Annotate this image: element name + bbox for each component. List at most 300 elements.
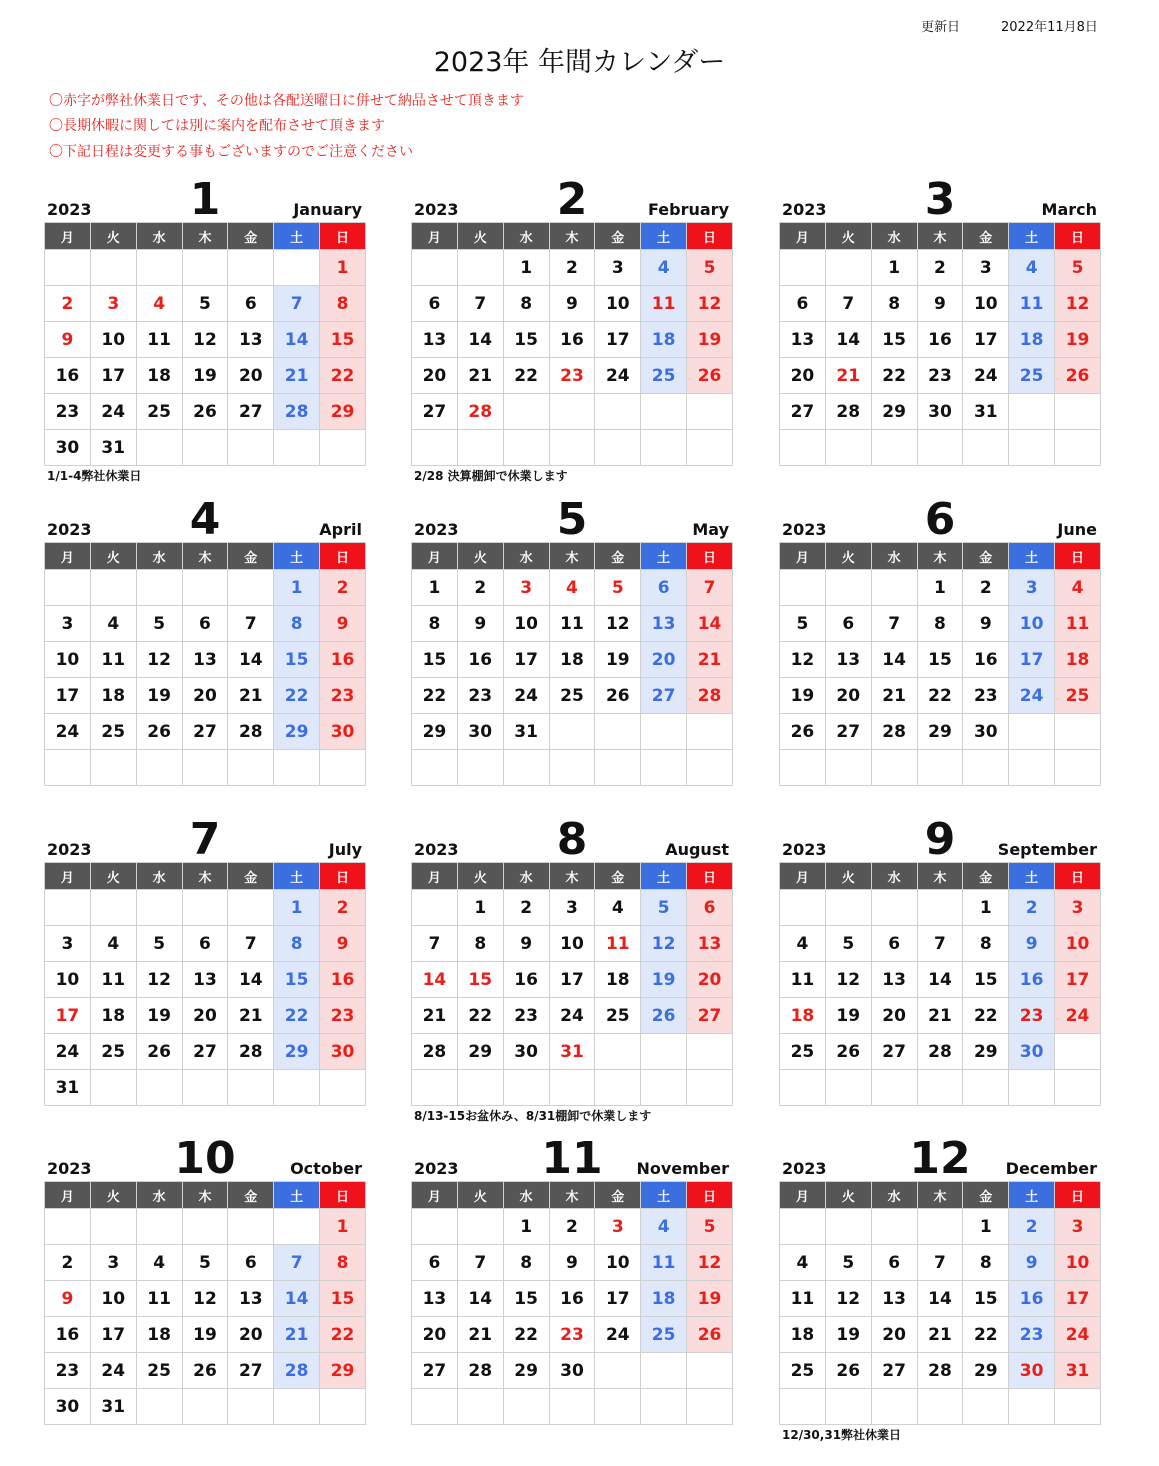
day-cell: 30 bbox=[320, 714, 366, 750]
page-title: 2023年 年間カレンダー bbox=[433, 47, 726, 78]
day-cell: 24 bbox=[549, 998, 595, 1034]
day-cell: 7 bbox=[457, 1245, 503, 1281]
weekday-header: 月 bbox=[45, 223, 91, 250]
month-year: 2023 bbox=[782, 840, 827, 859]
day-cell: 16 bbox=[457, 642, 503, 678]
day-cell: 30 bbox=[45, 430, 91, 466]
empty-cell bbox=[595, 714, 641, 750]
empty-cell bbox=[687, 430, 733, 466]
empty-cell bbox=[780, 1389, 826, 1425]
weekday-header: 月 bbox=[45, 543, 91, 570]
day-cell: 25 bbox=[90, 714, 136, 750]
month-october bbox=[44, 1129, 366, 1425]
day-cell: 13 bbox=[182, 962, 228, 998]
day-cell: 14 bbox=[687, 606, 733, 642]
day-cell: 12 bbox=[687, 1245, 733, 1281]
empty-cell bbox=[641, 430, 687, 466]
day-cell: 9 bbox=[1009, 926, 1055, 962]
day-cell: 22 bbox=[274, 998, 320, 1034]
empty-cell bbox=[825, 1389, 871, 1425]
day-cell: 16 bbox=[549, 1281, 595, 1317]
day-cell: 15 bbox=[274, 962, 320, 998]
month-note: 1/1-4弊社休業日 bbox=[47, 469, 142, 483]
day-cell: 15 bbox=[503, 1281, 549, 1317]
weekday-header: 火 bbox=[90, 1182, 136, 1209]
empty-cell bbox=[641, 1389, 687, 1425]
empty-cell bbox=[780, 570, 826, 606]
day-cell: 7 bbox=[412, 926, 458, 962]
empty-cell bbox=[228, 570, 274, 606]
empty-cell bbox=[1009, 394, 1055, 430]
month-header bbox=[411, 1129, 733, 1184]
month-number: 3 bbox=[924, 174, 956, 225]
day-cell: 2 bbox=[1009, 1209, 1055, 1245]
day-cell: 26 bbox=[780, 714, 826, 750]
weekday-header: 土 bbox=[274, 863, 320, 890]
weekday-header: 金 bbox=[595, 543, 641, 570]
day-cell: 27 bbox=[228, 394, 274, 430]
weekday-header: 土 bbox=[274, 1182, 320, 1209]
day-cell: 25 bbox=[641, 1317, 687, 1353]
day-cell: 1 bbox=[320, 1209, 366, 1245]
weekday-header: 日 bbox=[320, 543, 366, 570]
weekday-header: 火 bbox=[457, 223, 503, 250]
empty-cell bbox=[595, 1353, 641, 1389]
empty-cell bbox=[182, 750, 228, 786]
day-cell: 19 bbox=[136, 998, 182, 1034]
weekday-header: 土 bbox=[1009, 223, 1055, 250]
day-cell: 20 bbox=[228, 1317, 274, 1353]
day-cell: 31 bbox=[1055, 1353, 1101, 1389]
day-cell: 8 bbox=[503, 1245, 549, 1281]
empty-cell bbox=[549, 1070, 595, 1106]
day-cell: 22 bbox=[917, 678, 963, 714]
day-cell: 14 bbox=[412, 962, 458, 998]
day-cell: 3 bbox=[595, 250, 641, 286]
day-cell: 7 bbox=[274, 1245, 320, 1281]
empty-cell bbox=[182, 430, 228, 466]
day-cell: 26 bbox=[595, 678, 641, 714]
weekday-header: 日 bbox=[1055, 543, 1101, 570]
month-name: January bbox=[293, 200, 362, 219]
weekday-header: 日 bbox=[687, 863, 733, 890]
empty-cell bbox=[90, 250, 136, 286]
empty-cell bbox=[780, 890, 826, 926]
day-cell: 28 bbox=[412, 1034, 458, 1070]
month-number: 9 bbox=[924, 814, 956, 865]
weekday-header: 木 bbox=[549, 863, 595, 890]
month-year: 2023 bbox=[414, 520, 459, 539]
day-cell: 27 bbox=[641, 678, 687, 714]
empty-cell bbox=[412, 250, 458, 286]
day-cell: 21 bbox=[917, 1317, 963, 1353]
day-cell: 11 bbox=[136, 322, 182, 358]
weekday-header: 水 bbox=[136, 543, 182, 570]
day-cell: 18 bbox=[136, 1317, 182, 1353]
empty-cell bbox=[595, 1034, 641, 1070]
day-cell: 10 bbox=[45, 642, 91, 678]
empty-cell bbox=[780, 430, 826, 466]
day-cell: 6 bbox=[228, 286, 274, 322]
day-cell: 12 bbox=[1055, 286, 1101, 322]
month-number: 8 bbox=[556, 814, 588, 865]
weekday-header: 木 bbox=[917, 223, 963, 250]
day-cell: 18 bbox=[136, 358, 182, 394]
day-cell: 18 bbox=[595, 962, 641, 998]
day-cell: 17 bbox=[45, 678, 91, 714]
day-cell: 2 bbox=[917, 250, 963, 286]
empty-cell bbox=[825, 1070, 871, 1106]
weekday-header: 水 bbox=[136, 1182, 182, 1209]
empty-cell bbox=[457, 430, 503, 466]
weekday-header: 月 bbox=[45, 863, 91, 890]
month-year: 2023 bbox=[47, 200, 92, 219]
day-cell: 5 bbox=[595, 570, 641, 606]
day-cell: 1 bbox=[963, 1209, 1009, 1245]
day-cell: 30 bbox=[1009, 1353, 1055, 1389]
day-cell: 19 bbox=[687, 322, 733, 358]
empty-cell bbox=[687, 714, 733, 750]
day-cell: 21 bbox=[917, 998, 963, 1034]
day-cell: 10 bbox=[595, 286, 641, 322]
day-cell: 14 bbox=[228, 642, 274, 678]
day-cell: 29 bbox=[917, 714, 963, 750]
month-header bbox=[44, 170, 366, 225]
day-cell: 19 bbox=[182, 358, 228, 394]
day-cell: 15 bbox=[917, 642, 963, 678]
month-name: July bbox=[328, 840, 362, 859]
month-table bbox=[411, 222, 733, 466]
empty-cell bbox=[1009, 714, 1055, 750]
day-cell: 4 bbox=[1055, 570, 1101, 606]
empty-cell bbox=[412, 1209, 458, 1245]
day-cell: 2 bbox=[457, 570, 503, 606]
day-cell: 19 bbox=[687, 1281, 733, 1317]
day-cell: 26 bbox=[641, 998, 687, 1034]
day-cell: 29 bbox=[274, 1034, 320, 1070]
day-cell: 20 bbox=[871, 1317, 917, 1353]
month-name: April bbox=[319, 520, 362, 539]
empty-cell bbox=[1009, 1389, 1055, 1425]
day-cell: 26 bbox=[1055, 358, 1101, 394]
day-cell: 2 bbox=[963, 570, 1009, 606]
weekday-header: 土 bbox=[1009, 1182, 1055, 1209]
weekday-header: 土 bbox=[641, 543, 687, 570]
empty-cell bbox=[320, 1070, 366, 1106]
day-cell: 16 bbox=[1009, 962, 1055, 998]
empty-cell bbox=[228, 1209, 274, 1245]
day-cell: 8 bbox=[871, 286, 917, 322]
month-note: 12/30,31弊社休業日 bbox=[782, 1428, 902, 1442]
empty-cell bbox=[503, 750, 549, 786]
day-cell: 29 bbox=[320, 1353, 366, 1389]
day-cell: 28 bbox=[871, 714, 917, 750]
empty-cell bbox=[457, 1070, 503, 1106]
month-table bbox=[779, 862, 1101, 1106]
month-july bbox=[44, 810, 366, 1106]
day-cell: 25 bbox=[136, 1353, 182, 1389]
day-cell: 13 bbox=[687, 926, 733, 962]
day-cell: 21 bbox=[457, 358, 503, 394]
empty-cell bbox=[549, 714, 595, 750]
weekday-header: 月 bbox=[45, 1182, 91, 1209]
day-cell: 28 bbox=[917, 1034, 963, 1070]
day-cell: 15 bbox=[457, 962, 503, 998]
weekday-header: 金 bbox=[595, 1182, 641, 1209]
day-cell: 21 bbox=[412, 998, 458, 1034]
day-cell: 21 bbox=[825, 358, 871, 394]
day-cell: 20 bbox=[228, 358, 274, 394]
day-cell: 29 bbox=[412, 714, 458, 750]
month-note: 2/28 決算棚卸で休業します bbox=[414, 469, 568, 483]
day-cell: 18 bbox=[1009, 322, 1055, 358]
empty-cell bbox=[136, 1389, 182, 1425]
day-cell: 15 bbox=[320, 1281, 366, 1317]
day-cell: 11 bbox=[780, 1281, 826, 1317]
weekday-header: 火 bbox=[90, 543, 136, 570]
day-cell: 19 bbox=[182, 1317, 228, 1353]
empty-cell bbox=[825, 570, 871, 606]
day-cell: 26 bbox=[825, 1034, 871, 1070]
day-cell: 7 bbox=[825, 286, 871, 322]
day-cell: 23 bbox=[1009, 998, 1055, 1034]
day-cell: 27 bbox=[825, 714, 871, 750]
day-cell: 25 bbox=[780, 1034, 826, 1070]
day-cell: 1 bbox=[412, 570, 458, 606]
day-cell: 23 bbox=[549, 358, 595, 394]
day-cell: 6 bbox=[412, 1245, 458, 1281]
weekday-header: 木 bbox=[917, 1182, 963, 1209]
day-cell: 7 bbox=[917, 926, 963, 962]
empty-cell bbox=[963, 1389, 1009, 1425]
month-june bbox=[779, 490, 1101, 786]
empty-cell bbox=[917, 1070, 963, 1106]
day-cell: 3 bbox=[45, 606, 91, 642]
day-cell: 30 bbox=[549, 1353, 595, 1389]
day-cell: 12 bbox=[825, 962, 871, 998]
month-header bbox=[44, 810, 366, 865]
weekday-header: 日 bbox=[320, 223, 366, 250]
day-cell: 7 bbox=[687, 570, 733, 606]
weekday-header: 水 bbox=[871, 863, 917, 890]
note-schedule-change: 〇下記日程は変更する事もございますのでご注意ください bbox=[49, 144, 413, 160]
empty-cell bbox=[503, 1070, 549, 1106]
month-table bbox=[411, 1181, 733, 1425]
empty-cell bbox=[1055, 1034, 1101, 1070]
weekday-header: 日 bbox=[1055, 863, 1101, 890]
day-cell: 26 bbox=[825, 1353, 871, 1389]
day-cell: 21 bbox=[274, 358, 320, 394]
empty-cell bbox=[687, 394, 733, 430]
day-cell: 3 bbox=[1009, 570, 1055, 606]
month-february bbox=[411, 170, 733, 483]
day-cell: 5 bbox=[136, 926, 182, 962]
day-cell: 28 bbox=[228, 1034, 274, 1070]
empty-cell bbox=[687, 1389, 733, 1425]
weekday-header: 金 bbox=[228, 1182, 274, 1209]
day-cell: 24 bbox=[595, 1317, 641, 1353]
day-cell: 20 bbox=[182, 998, 228, 1034]
day-cell: 12 bbox=[136, 962, 182, 998]
day-cell: 18 bbox=[1055, 642, 1101, 678]
day-cell: 11 bbox=[136, 1281, 182, 1317]
day-cell: 22 bbox=[871, 358, 917, 394]
empty-cell bbox=[412, 890, 458, 926]
day-cell: 24 bbox=[45, 714, 91, 750]
day-cell: 1 bbox=[457, 890, 503, 926]
day-cell: 10 bbox=[963, 286, 1009, 322]
day-cell: 21 bbox=[274, 1317, 320, 1353]
day-cell: 26 bbox=[182, 394, 228, 430]
empty-cell bbox=[228, 430, 274, 466]
day-cell: 15 bbox=[320, 322, 366, 358]
empty-cell bbox=[1055, 1070, 1101, 1106]
day-cell: 3 bbox=[963, 250, 1009, 286]
month-number: 7 bbox=[189, 814, 221, 865]
empty-cell bbox=[871, 890, 917, 926]
day-cell: 3 bbox=[1055, 1209, 1101, 1245]
empty-cell bbox=[641, 714, 687, 750]
weekday-header: 土 bbox=[641, 863, 687, 890]
empty-cell bbox=[641, 394, 687, 430]
month-number: 5 bbox=[556, 494, 588, 545]
empty-cell bbox=[1009, 1070, 1055, 1106]
day-cell: 30 bbox=[1009, 1034, 1055, 1070]
day-cell: 19 bbox=[825, 998, 871, 1034]
day-cell: 23 bbox=[320, 998, 366, 1034]
weekday-header: 水 bbox=[871, 223, 917, 250]
day-cell: 23 bbox=[503, 998, 549, 1034]
empty-cell bbox=[90, 1070, 136, 1106]
empty-cell bbox=[228, 1070, 274, 1106]
day-cell: 22 bbox=[320, 358, 366, 394]
weekday-header: 金 bbox=[228, 863, 274, 890]
day-cell: 9 bbox=[917, 286, 963, 322]
day-cell: 5 bbox=[182, 1245, 228, 1281]
month-year: 2023 bbox=[414, 1159, 459, 1178]
empty-cell bbox=[963, 750, 1009, 786]
weekday-header: 月 bbox=[412, 543, 458, 570]
day-cell: 6 bbox=[412, 286, 458, 322]
month-may bbox=[411, 490, 733, 786]
month-number: 1 bbox=[189, 174, 221, 225]
day-cell: 24 bbox=[45, 1034, 91, 1070]
weekday-header: 水 bbox=[503, 223, 549, 250]
day-cell: 8 bbox=[320, 286, 366, 322]
day-cell: 15 bbox=[503, 322, 549, 358]
month-table bbox=[411, 862, 733, 1106]
day-cell: 16 bbox=[1009, 1281, 1055, 1317]
weekday-header: 火 bbox=[825, 1182, 871, 1209]
day-cell: 27 bbox=[412, 394, 458, 430]
day-cell: 18 bbox=[90, 678, 136, 714]
day-cell: 21 bbox=[871, 678, 917, 714]
day-cell: 14 bbox=[871, 642, 917, 678]
empty-cell bbox=[917, 1209, 963, 1245]
day-cell: 31 bbox=[963, 394, 1009, 430]
empty-cell bbox=[136, 570, 182, 606]
day-cell: 25 bbox=[90, 1034, 136, 1070]
month-name: November bbox=[636, 1159, 729, 1178]
day-cell: 18 bbox=[780, 998, 826, 1034]
weekday-header: 木 bbox=[549, 223, 595, 250]
day-cell: 5 bbox=[780, 606, 826, 642]
day-cell: 20 bbox=[641, 642, 687, 678]
weekday-header: 金 bbox=[595, 863, 641, 890]
day-cell: 5 bbox=[687, 1209, 733, 1245]
day-cell: 4 bbox=[641, 250, 687, 286]
month-year: 2023 bbox=[782, 200, 827, 219]
day-cell: 27 bbox=[687, 998, 733, 1034]
empty-cell bbox=[871, 430, 917, 466]
day-cell: 13 bbox=[412, 1281, 458, 1317]
month-table bbox=[44, 542, 366, 786]
day-cell: 13 bbox=[228, 1281, 274, 1317]
empty-cell bbox=[871, 570, 917, 606]
day-cell: 19 bbox=[641, 962, 687, 998]
empty-cell bbox=[412, 1389, 458, 1425]
empty-cell bbox=[871, 1070, 917, 1106]
empty-cell bbox=[871, 750, 917, 786]
day-cell: 6 bbox=[182, 606, 228, 642]
day-cell: 1 bbox=[320, 250, 366, 286]
day-cell: 13 bbox=[182, 642, 228, 678]
day-cell: 6 bbox=[871, 1245, 917, 1281]
day-cell: 30 bbox=[963, 714, 1009, 750]
month-table bbox=[779, 222, 1101, 466]
day-cell: 9 bbox=[45, 1281, 91, 1317]
empty-cell bbox=[780, 250, 826, 286]
empty-cell bbox=[228, 250, 274, 286]
empty-cell bbox=[136, 430, 182, 466]
day-cell: 29 bbox=[320, 394, 366, 430]
day-cell: 24 bbox=[1009, 678, 1055, 714]
empty-cell bbox=[1055, 1389, 1101, 1425]
day-cell: 6 bbox=[687, 890, 733, 926]
empty-cell bbox=[641, 1034, 687, 1070]
empty-cell bbox=[687, 1070, 733, 1106]
empty-cell bbox=[1009, 750, 1055, 786]
empty-cell bbox=[228, 1389, 274, 1425]
weekday-header: 水 bbox=[871, 1182, 917, 1209]
day-cell: 23 bbox=[45, 394, 91, 430]
day-cell: 9 bbox=[457, 606, 503, 642]
day-cell: 27 bbox=[182, 714, 228, 750]
empty-cell bbox=[917, 890, 963, 926]
day-cell: 11 bbox=[90, 962, 136, 998]
day-cell: 19 bbox=[595, 642, 641, 678]
day-cell: 31 bbox=[503, 714, 549, 750]
updated-label: 更新日 bbox=[921, 20, 961, 35]
day-cell: 22 bbox=[412, 678, 458, 714]
day-cell: 26 bbox=[136, 714, 182, 750]
month-number: 10 bbox=[174, 1133, 236, 1184]
day-cell: 22 bbox=[274, 678, 320, 714]
day-cell: 18 bbox=[641, 1281, 687, 1317]
empty-cell bbox=[595, 750, 641, 786]
month-number: 11 bbox=[541, 1133, 603, 1184]
empty-cell bbox=[90, 750, 136, 786]
day-cell: 6 bbox=[780, 286, 826, 322]
day-cell: 12 bbox=[825, 1281, 871, 1317]
weekday-header: 日 bbox=[687, 223, 733, 250]
day-cell: 30 bbox=[917, 394, 963, 430]
empty-cell bbox=[45, 250, 91, 286]
day-cell: 5 bbox=[641, 890, 687, 926]
day-cell: 9 bbox=[320, 926, 366, 962]
day-cell: 12 bbox=[595, 606, 641, 642]
empty-cell bbox=[320, 750, 366, 786]
